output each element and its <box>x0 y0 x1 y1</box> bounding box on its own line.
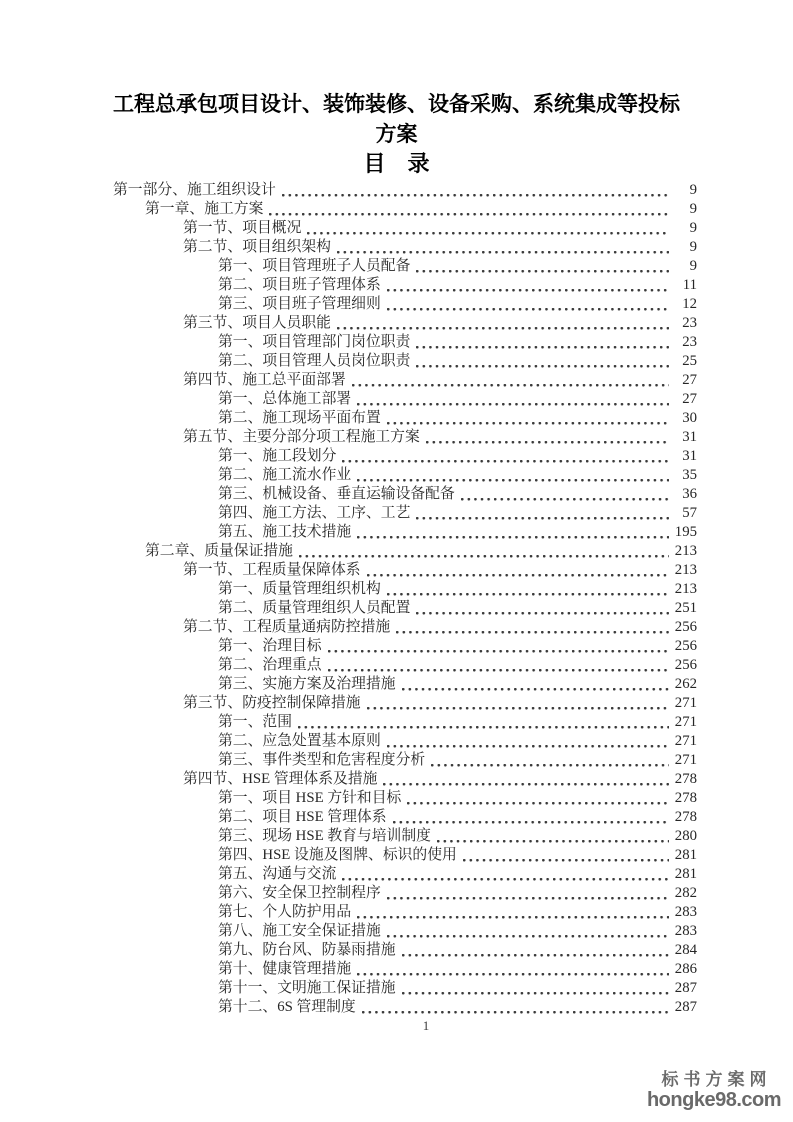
toc-entry[interactable] <box>113 675 697 694</box>
toc-entry-label: 第二、施工现场平面布置 <box>218 410 381 426</box>
doc-title-line-1: 工程总承包项目设计、装饰装修、设备采购、系统集成等投标 <box>113 93 680 116</box>
toc-leader-dots <box>393 819 669 824</box>
toc-entry[interactable] <box>113 941 697 960</box>
toc-entry-page: 278 <box>674 771 697 787</box>
toc-entry[interactable] <box>113 276 697 295</box>
toc-entry-page: 213 <box>674 562 697 578</box>
toc-leader-dots <box>387 591 669 596</box>
toc-entry[interactable] <box>113 257 697 276</box>
toc-leader-dots <box>387 287 669 292</box>
toc-entry[interactable] <box>113 504 697 523</box>
toc-entry-label: 第一、范围 <box>218 714 292 730</box>
toc-entry-label: 第七、个人防护用品 <box>218 904 352 920</box>
toc-leader-dots <box>299 553 669 558</box>
toc-entry-page: 23 <box>682 315 697 331</box>
toc-list <box>113 181 697 1017</box>
toc-leader-dots <box>431 762 669 767</box>
toc-entry-label: 第二、施工流水作业 <box>218 467 352 483</box>
toc-entry-label: 第二节、工程质量通病防控措施 <box>183 619 391 635</box>
toc-entry[interactable] <box>113 295 697 314</box>
toc-entry-label: 第一、质量管理组织机构 <box>218 581 381 597</box>
toc-entry[interactable] <box>113 542 697 561</box>
toc-entry-label: 第九、防台风、防暴雨措施 <box>218 942 396 958</box>
toc-entry-label: 第二、应急处置基本原则 <box>218 733 381 749</box>
toc-entry-label: 第一、项目 HSE 方针和目标 <box>218 790 402 806</box>
toc-entry-page: 284 <box>674 942 697 958</box>
toc-entry[interactable] <box>113 485 697 504</box>
toc-entry[interactable] <box>113 865 697 884</box>
toc-leader-dots <box>362 1009 669 1014</box>
toc-leader-dots <box>402 952 669 957</box>
toc-entry-page: 11 <box>682 277 697 293</box>
toc-leader-dots <box>367 705 669 710</box>
toc-leader-dots <box>416 344 669 349</box>
toc-entry[interactable] <box>113 770 697 789</box>
toc-entry-page: 278 <box>674 790 697 806</box>
toc-entry-label: 第一节、项目概况 <box>183 220 302 236</box>
toc-entry[interactable] <box>113 599 697 618</box>
toc-leader-dots <box>396 629 669 634</box>
toc-entry-page: 23 <box>682 334 697 350</box>
toc-leader-dots <box>437 838 669 843</box>
toc-leader-dots <box>387 306 669 311</box>
toc-entry-label: 第三、事件类型和危害程度分析 <box>218 752 426 768</box>
toc-entry[interactable] <box>113 884 697 903</box>
toc-entry[interactable] <box>113 751 697 770</box>
toc-leader-dots <box>298 724 669 729</box>
toc-entry-page: 287 <box>674 999 697 1015</box>
toc-entry-page: 57 <box>682 505 697 521</box>
toc-entry-page: 283 <box>674 904 697 920</box>
toc-entry[interactable] <box>113 523 697 542</box>
toc-entry-page: 287 <box>674 980 697 996</box>
toc-leader-dots <box>337 325 669 330</box>
toc-entry-page: 12 <box>682 296 697 312</box>
toc-entry-label: 第二、项目管理人员岗位职责 <box>218 353 411 369</box>
toc-entry-label: 第三、现场 HSE 教育与培训制度 <box>218 828 431 844</box>
toc-entry-page: 251 <box>674 600 697 616</box>
toc-entry-label: 第三、机械设备、垂直运输设备配备 <box>218 486 455 502</box>
toc-entry-label: 第四节、施工总平面部署 <box>183 372 346 388</box>
toc-entry[interactable] <box>113 181 697 200</box>
toc-entry[interactable] <box>113 789 697 808</box>
toc-entry-label: 第二、质量管理组织人员配置 <box>218 600 411 616</box>
toc-entry-page: 30 <box>682 410 697 426</box>
toc-entry-label: 第一、总体施工部署 <box>218 391 352 407</box>
toc-entry[interactable] <box>113 561 697 580</box>
toc-leader-dots <box>402 990 669 995</box>
toc-entry[interactable] <box>113 333 697 352</box>
toc-entry-page: 286 <box>674 961 697 977</box>
toc-leader-dots <box>416 363 669 368</box>
toc-entry[interactable] <box>113 732 697 751</box>
toc-entry-label: 第二、治理重点 <box>218 657 322 673</box>
toc-entry[interactable] <box>113 352 697 371</box>
toc-entry-label: 第十二、6S 管理制度 <box>218 999 356 1015</box>
toc-entry-label: 第一、施工段划分 <box>218 448 337 464</box>
toc-entry[interactable] <box>113 694 697 713</box>
toc-leader-dots <box>357 971 669 976</box>
toc-leader-dots <box>328 648 669 653</box>
toc-entry[interactable] <box>113 238 697 257</box>
toc-entry[interactable] <box>113 314 697 333</box>
toc-entry-page: 281 <box>674 866 697 882</box>
toc-entry-page: 9 <box>689 258 697 274</box>
toc-entry[interactable] <box>113 808 697 827</box>
toc-entry-page: 27 <box>682 391 697 407</box>
toc-entry-label: 第三节、项目人员职能 <box>183 315 331 331</box>
toc-entry-label: 第三节、防疫控制保障措施 <box>183 695 361 711</box>
toc-entry-label: 第三、项目班子管理细则 <box>218 296 381 312</box>
toc-leader-dots <box>407 800 669 805</box>
toc-entry-page: 282 <box>674 885 697 901</box>
toc-leader-dots <box>357 477 669 482</box>
toc-entry[interactable] <box>113 466 697 485</box>
watermark-site-name: 标书方案网 <box>661 1070 772 1089</box>
toc-leader-dots <box>357 914 669 919</box>
toc-entry[interactable] <box>113 903 697 922</box>
toc-entry[interactable] <box>113 428 697 447</box>
toc-entry-label: 第二、项目班子管理体系 <box>218 277 381 293</box>
toc-entry-label: 第二章、质量保证措施 <box>145 543 293 559</box>
toc-leader-dots <box>307 230 669 235</box>
toc-leader-dots <box>416 268 669 273</box>
toc-entry-label: 第一、项目管理部门岗位职责 <box>218 334 411 350</box>
toc-entry-page: 25 <box>682 353 697 369</box>
toc-entry-page: 9 <box>689 220 697 236</box>
toc-leader-dots <box>342 876 669 881</box>
toc-leader-dots <box>463 857 669 862</box>
toc-leader-dots <box>387 895 669 900</box>
toc-entry-label: 第一、治理目标 <box>218 638 322 654</box>
toc-leader-dots <box>426 439 669 444</box>
toc-entry-label: 第一节、工程质量保障体系 <box>183 562 361 578</box>
toc-entry-page: 281 <box>674 847 697 863</box>
toc-entry[interactable] <box>113 998 697 1017</box>
toc-leader-dots <box>387 743 669 748</box>
toc-entry-page: 213 <box>674 581 697 597</box>
toc-entry-label: 第一、项目管理班子人员配备 <box>218 258 411 274</box>
toc-entry-label: 第一部分、施工组织设计 <box>113 182 276 198</box>
toc-leader-dots <box>387 420 669 425</box>
toc-entry[interactable] <box>113 371 697 390</box>
toc-entry-page: 9 <box>689 182 697 198</box>
toc-entry-page: 271 <box>674 752 697 768</box>
toc-entry-page: 280 <box>674 828 697 844</box>
toc-entry-page: 271 <box>674 695 697 711</box>
toc-entry-page: 31 <box>682 429 697 445</box>
toc-heading: 目 录 <box>363 151 430 176</box>
toc-entry[interactable] <box>113 960 697 979</box>
toc-entry-label: 第一章、施工方案 <box>145 201 264 217</box>
toc-entry[interactable] <box>113 618 697 637</box>
toc-leader-dots <box>383 781 669 786</box>
toc-entry-page: 213 <box>674 543 697 559</box>
toc-leader-dots <box>282 192 669 197</box>
toc-entry[interactable] <box>113 846 697 865</box>
toc-entry-label: 第五、沟通与交流 <box>218 866 337 882</box>
toc-entry-label: 第四、HSE 设施及图牌、标识的使用 <box>218 847 457 863</box>
toc-entry[interactable] <box>113 219 697 238</box>
toc-entry-label: 第十一、文明施工保证措施 <box>218 980 396 996</box>
toc-entry-label: 第二、项目 HSE 管理体系 <box>218 809 387 825</box>
toc-entry-label: 第四节、HSE 管理体系及措施 <box>183 771 378 787</box>
toc-entry-page: 35 <box>682 467 697 483</box>
toc-leader-dots <box>416 610 669 615</box>
toc-entry[interactable] <box>113 922 697 941</box>
toc-leader-dots <box>342 458 669 463</box>
toc-entry[interactable] <box>113 713 697 732</box>
toc-entry[interactable] <box>113 580 697 599</box>
toc-entry-label: 第六、安全保卫控制程序 <box>218 885 381 901</box>
watermark-site-url: hongke98.com <box>646 1089 781 1111</box>
page-number-footer: 1 <box>422 1018 430 1033</box>
toc-leader-dots <box>357 401 669 406</box>
toc-entry-page: 36 <box>682 486 697 502</box>
toc-entry-page: 256 <box>674 619 697 635</box>
toc-leader-dots <box>387 933 669 938</box>
toc-entry[interactable] <box>113 656 697 675</box>
doc-title-line-2: 方案 <box>375 123 418 146</box>
toc-leader-dots <box>367 572 669 577</box>
toc-entry-page: 195 <box>674 524 697 540</box>
toc-entry-page: 9 <box>689 239 697 255</box>
toc-leader-dots <box>416 515 669 520</box>
toc-entry-label: 第十、健康管理措施 <box>218 961 352 977</box>
toc-entry-label: 第三、实施方案及治理措施 <box>218 676 396 692</box>
toc-entry[interactable] <box>113 390 697 409</box>
toc-entry[interactable] <box>113 827 697 846</box>
toc-entry-page: 256 <box>674 657 697 673</box>
toc-entry[interactable] <box>113 979 697 998</box>
toc-leader-dots <box>352 382 669 387</box>
toc-entry[interactable] <box>113 409 697 428</box>
toc-entry-page: 278 <box>674 809 697 825</box>
toc-entry-label: 第八、施工安全保证措施 <box>218 923 381 939</box>
toc-entry-page: 256 <box>674 638 697 654</box>
toc-entry-label: 第五节、主要分部分项工程施工方案 <box>183 429 420 445</box>
toc-entry-label: 第四、施工方法、工序、工艺 <box>218 505 411 521</box>
toc-entry-page: 262 <box>674 676 697 692</box>
toc-entry-page: 9 <box>689 201 697 217</box>
toc-entry-label: 第五、施工技术措施 <box>218 524 352 540</box>
toc-entry-page: 283 <box>674 923 697 939</box>
toc-entry[interactable] <box>113 200 697 219</box>
toc-entry-page: 271 <box>674 714 697 730</box>
toc-leader-dots <box>461 496 669 501</box>
toc-leader-dots <box>337 249 669 254</box>
toc-leader-dots <box>357 534 669 539</box>
toc-entry-page: 271 <box>674 733 697 749</box>
toc-entry[interactable] <box>113 447 697 466</box>
toc-leader-dots <box>402 686 669 691</box>
toc-entry-label: 第二节、项目组织架构 <box>183 239 331 255</box>
toc-leader-dots <box>269 211 669 216</box>
toc-leader-dots <box>328 667 669 672</box>
watermark <box>647 1071 781 1111</box>
toc-entry-page: 31 <box>682 448 697 464</box>
doc-title <box>0 0 793 150</box>
toc-entry-page: 27 <box>682 372 697 388</box>
toc-entry[interactable] <box>113 637 697 656</box>
